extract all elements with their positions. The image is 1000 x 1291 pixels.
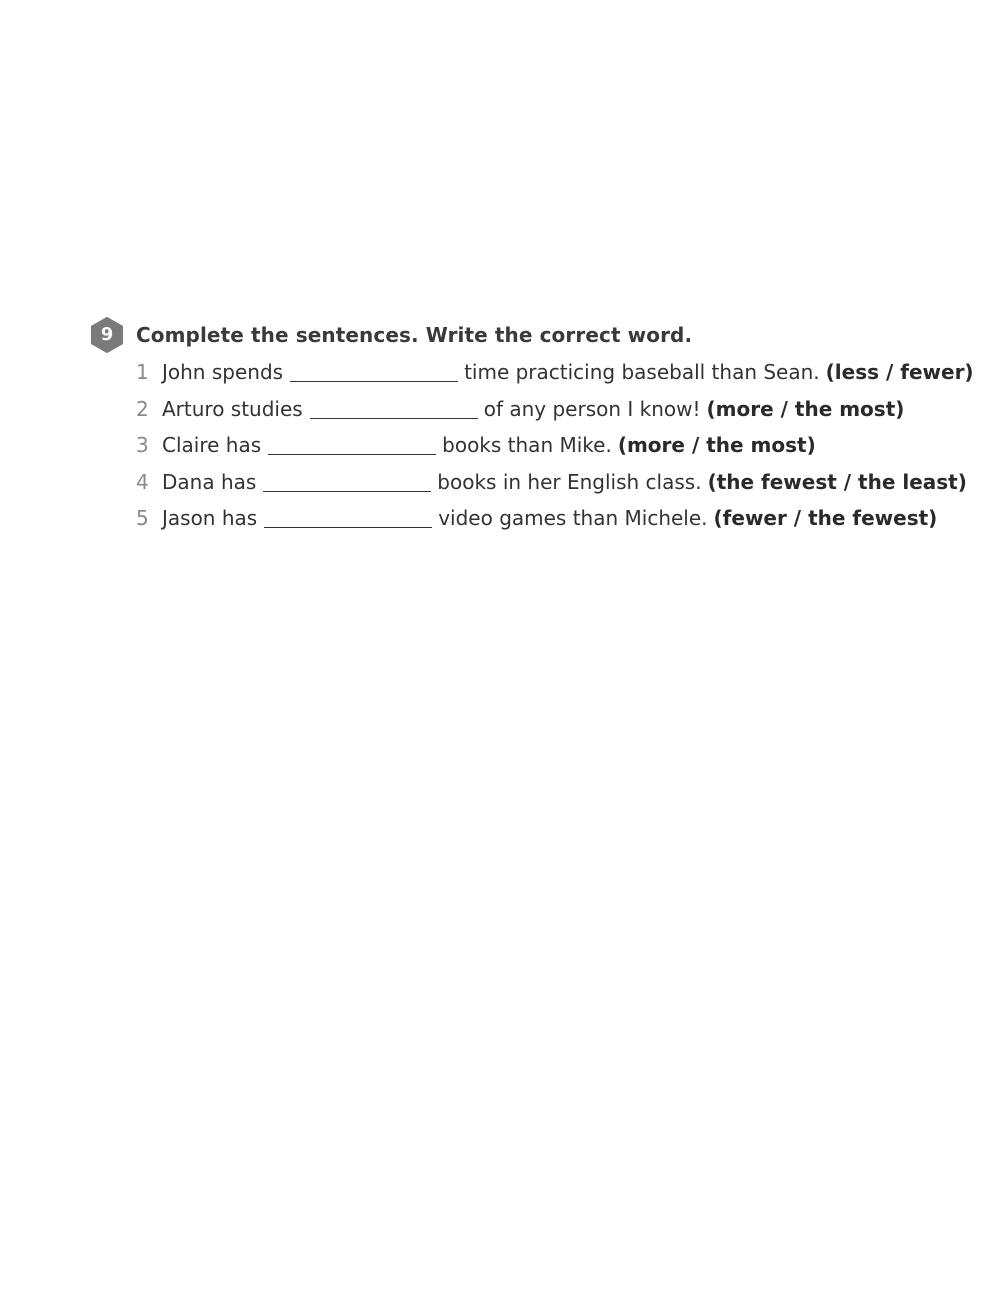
sentence-list bbox=[90, 354, 980, 537]
sentence-item bbox=[136, 391, 980, 428]
exercise-number: 9 bbox=[100, 324, 114, 345]
sentence-start: Jason has bbox=[162, 506, 258, 531]
sentence-end: time practicing baseball than Sean. bbox=[464, 360, 820, 384]
word-options: (less / fewer) bbox=[825, 360, 974, 384]
sentence-item bbox=[136, 464, 980, 501]
instruction-text: Complete the sentences. Write the correct word. bbox=[136, 323, 693, 347]
sentence-end: books in her English class. bbox=[437, 469, 702, 494]
sentence-end: books than Mike. bbox=[442, 433, 612, 458]
exercise-9 bbox=[90, 316, 980, 537]
sentence-item bbox=[136, 427, 980, 464]
sentence-item bbox=[136, 500, 980, 537]
item-number: 3 bbox=[136, 433, 149, 458]
item-number: 1 bbox=[136, 360, 149, 384]
answer-blank[interactable] bbox=[263, 473, 431, 492]
sentence-start: John spends bbox=[162, 360, 284, 384]
word-options: (more / the most) bbox=[617, 433, 816, 458]
sentence-end: of any person I know! bbox=[483, 396, 701, 421]
sentence-start: Claire has bbox=[162, 433, 262, 458]
exercise-header bbox=[90, 316, 980, 354]
item-number: 5 bbox=[136, 506, 149, 531]
word-options: (more / the most) bbox=[706, 396, 905, 421]
sentence-start: Arturo studies bbox=[162, 396, 303, 421]
item-number: 2 bbox=[136, 396, 149, 421]
word-options: (fewer / the fewest) bbox=[713, 506, 938, 531]
sentence-end: video games than Michele. bbox=[438, 506, 708, 531]
answer-blank[interactable] bbox=[264, 509, 432, 528]
exercise-number-badge bbox=[90, 317, 124, 353]
word-options: (the fewest / the least) bbox=[707, 469, 967, 494]
answer-blank[interactable] bbox=[290, 363, 458, 382]
item-number: 4 bbox=[136, 469, 149, 494]
answer-blank[interactable] bbox=[268, 436, 436, 455]
sentence-start: Dana has bbox=[162, 469, 257, 494]
answer-blank[interactable] bbox=[310, 400, 478, 419]
sentence-item bbox=[136, 354, 980, 391]
